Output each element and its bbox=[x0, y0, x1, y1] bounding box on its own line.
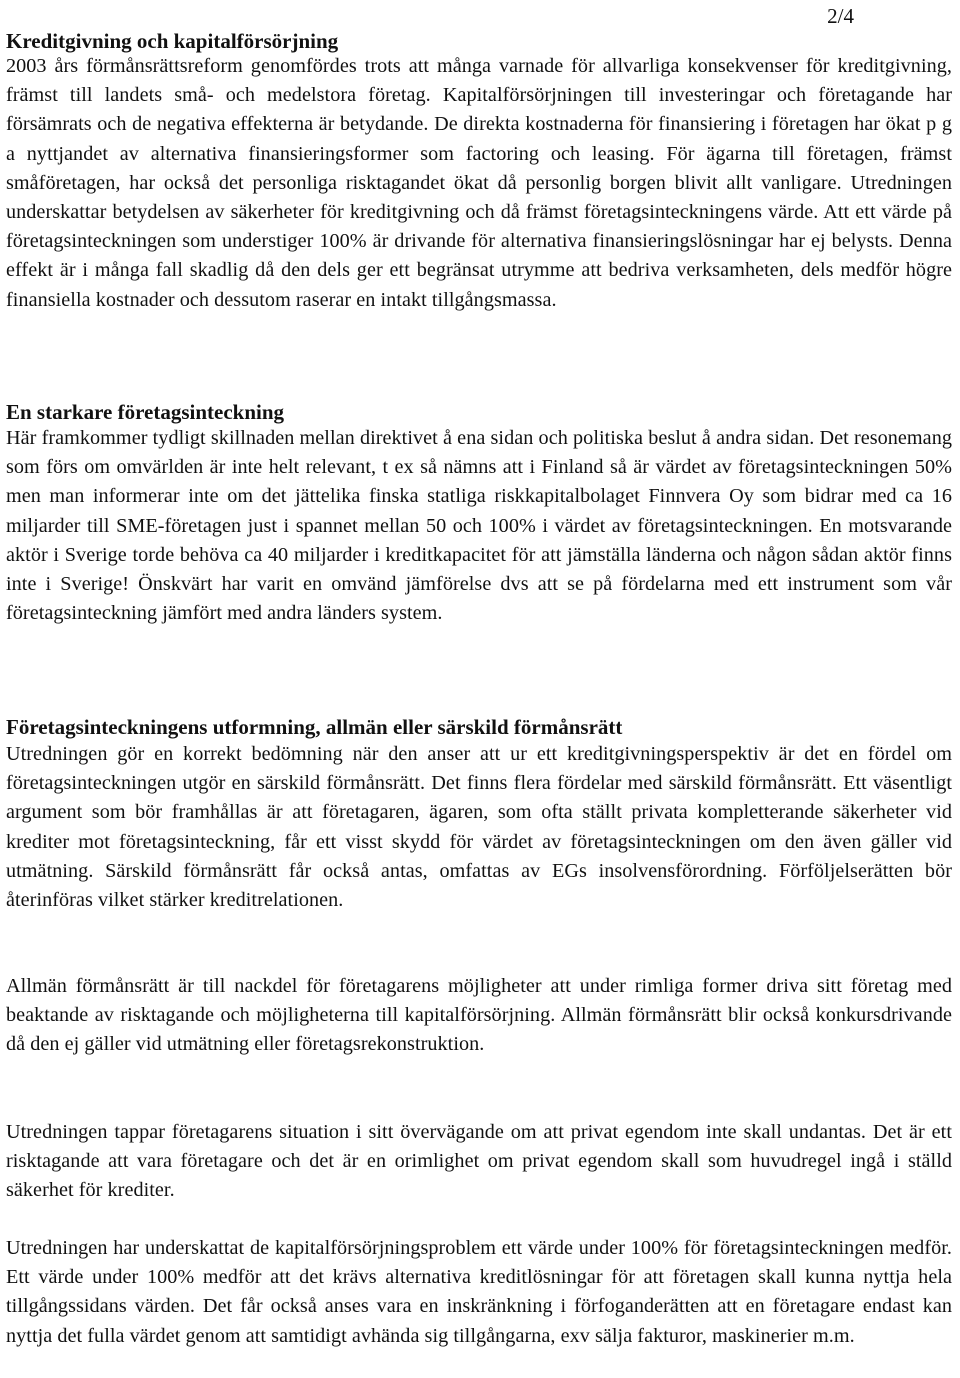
section-body-utformning: Utredningen gör en korrekt bedömning när den anser att ur ett kreditgivningsperspektiv är det en fördel om företagsinteckningen utgör en särskild förmånsrätt. Det finns flera fördelar med särskild förmånsrätt. Ett väsentligt argument som bör framhållas är att företagaren, ägaren, som ofta ställt privata kompletterande säkerheter vid krediter mot företagsinteckning, får ett visst skydd för värdet av företagsinteckningen om den även gäller vid utmätning. Särskild förmånsrätt får också antas, omfattas av EGs insolvensförordning. Förföljelserätten bör återinföras vilket stärker kreditrelationen. bbox=[6, 743, 952, 912]
paragraph-privat-egendom: Utredningen tappar företagarens situation i sitt övervägande om att privat egendom inte skall undantas. Det är ett risktagande att vara företagare och det är en orimlighet om privat egendom skall som huvudregel ingå i ställd säkerhet för krediter. bbox=[6, 1121, 952, 1202]
section-heading-kreditgivning: Kreditgivning och kapitalförsörjning bbox=[6, 29, 339, 53]
section-heading-utformning: Företagsinteckningens utformning, allmän eller särskild förmånsrätt bbox=[6, 715, 623, 739]
page-number: 2/4 bbox=[827, 4, 854, 28]
paragraph-kapitalforsorjningsproblem: Utredningen har underskattat de kapitalförsörjningsproblem ett värde under 100% för företagsinteckningen medför. Ett värde under 100% medför att det krävs alternativa kreditlösningar för att företagen skall kunna nyttja hela tillgångssidans värden. Det får också anses vara en inskränkning i förfoganderätten att en företagare endast kan nyttja det fulla värdet genom att samtidigt avhända sig tillgångarna, exv sälja fakturor, maskinerier m.m. bbox=[6, 1237, 952, 1347]
paragraph-allman-formansratt: Allmän förmånsrätt är till nackdel för företagarens möjligheter att under rimliga former driva sitt företag med beaktande av risktagande och möjligheterna till kapitalförsörjning. Allmän förmånsrätt blir också konkursdrivande då den ej gäller vid utmätning eller företagsrekonstruktion. bbox=[6, 975, 952, 1056]
section-heading-starkare-foretagsinteckning: En starkare företagsinteckning bbox=[6, 400, 285, 424]
section-body-starkare-foretagsinteckning: Här framkommer tydligt skillnaden mellan direktivet å ena sidan och politiska beslut å andra sidan. Det resonemang som förs om omvärlden är inte helt relevant, t ex så nämns att i Finland så är värdet av företagsinteckningen 50% men man informerar inte om det jättelika finska statliga riskkapitalbolaget Finnvera Oy som bidrar med ca 16 miljarder till SME-företagen just i spannet mellan 50 och 100% i värdet av företagsinteckningen. En motsvarande aktör i Sverige torde behöva ca 40 miljarder i kreditkapacitet för att jämställa länderna och någon sådan aktör finns inte i Sverige! Önskvärt har varit en omvänd jämförelse dvs att se på fördelarna med ett instrument som vår företagsinteckning jämfört med andra länders system. bbox=[6, 427, 952, 625]
section-body-kreditgivning: 2003 års förmånsrättsreform genomfördes trots att många varnade för allvarliga konsekvenser för kreditgivning, främst till landets små- och medelstora företag. Kapitalförsörjningen till investeringar och företagande har försämrats och de negativa effekterna är betydande. De direkta kostnaderna för finansiering i företagen har ökat p g a nyttjandet av alternativa finansieringsformer som factoring och leasing. För ägarna till företagen, främst småföretagen, har också det personliga risktagandet ökat då personlig borgen blivit allt vanligare. Utredningen underskattar betydelsen av säkerheter för kreditgivning och då främst företagsinteckningens värde. Att ett värde på företagsinteckningen som understiger 100% är drivande för alternativa finansieringslösningar har ej belysts. Denna effekt är i många fall skadlig då den dels ger ett begränsat utrymme att bedriva verksamheten, dels medför högre finansiella kostnader och dessutom raserar en intakt tillgångsmassa. bbox=[6, 55, 952, 311]
